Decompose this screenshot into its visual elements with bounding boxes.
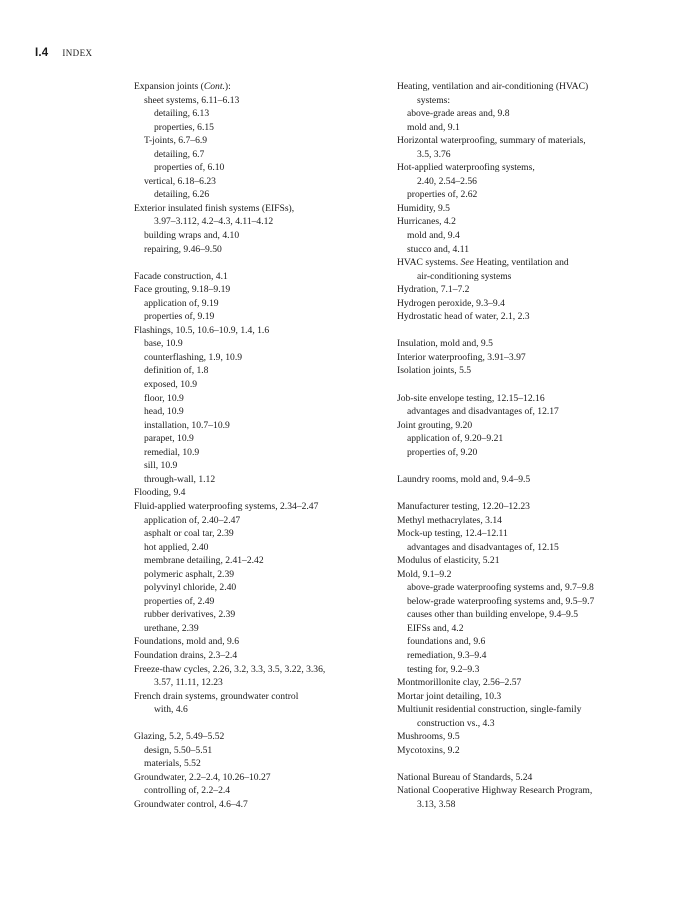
entry-text: sill, 10.9 <box>144 460 178 472</box>
entry-text: head, 10.9 <box>144 406 184 418</box>
index-column-left <box>134 80 386 812</box>
index-entry <box>134 270 386 284</box>
entry-text: T-joints, 6.7–6.9 <box>144 135 208 147</box>
running-head-title: INDEX <box>62 48 93 58</box>
index-subentry <box>397 635 637 649</box>
entry-text: materials, 5.52 <box>144 758 201 770</box>
index-subentry <box>397 188 637 202</box>
index-subentry <box>134 243 386 257</box>
entry-text: stucco and, 4.11 <box>407 243 469 255</box>
entry-continuation: 2.40, 2.54–2.56 <box>417 175 477 187</box>
index-entry <box>397 337 637 351</box>
entry-text: rubber derivatives, 2.39 <box>144 609 236 621</box>
index-subsubentry <box>134 148 386 162</box>
entry-text: Groundwater, 2.2–2.4, 10.26–10.27 <box>134 771 271 783</box>
entry-text: parapet, 10.9 <box>144 433 194 445</box>
index-subentry <box>397 229 637 243</box>
index-subentry <box>397 107 637 121</box>
entry-text: mold and, 9.4 <box>407 230 460 242</box>
index-subentry <box>134 744 386 758</box>
entry-text: Mock-up testing, 12.4–12.11 <box>397 528 508 540</box>
index-subentry <box>397 608 637 622</box>
entry-text: vertical, 6.18–6.23 <box>144 175 216 187</box>
index-subentry <box>134 581 386 595</box>
entry-text: definition of, 1.8 <box>144 365 209 377</box>
entry-text: hot applied, 2.40 <box>144 541 209 553</box>
entry-text: detailing, 6.7 <box>154 148 205 160</box>
index-entry <box>397 568 637 582</box>
entry-text: Methyl methacrylates, 3.14 <box>397 514 502 526</box>
entry-text: Expansion joints ( <box>134 81 204 92</box>
index-subentry <box>134 473 386 487</box>
index-column-right <box>397 80 637 812</box>
entry-text: application of, 9.20–9.21 <box>407 433 504 445</box>
entry-text: National Cooperative Highway Research Program, <box>397 785 593 797</box>
entry-continuation: 3.13, 3.58 <box>417 798 456 810</box>
entry-text: EIFSs and, 4.2 <box>407 622 464 634</box>
index-subentry <box>134 622 386 636</box>
index-entry <box>397 690 637 704</box>
index-subentry <box>134 595 386 609</box>
entry-continuation: systems: <box>417 94 451 106</box>
index-subentry <box>397 541 637 555</box>
page-number: I.4 <box>35 47 49 59</box>
index-subentry <box>134 351 386 365</box>
entry-text: advantages and disadvantages of, 12.15 <box>407 541 559 553</box>
index-entry <box>134 730 386 744</box>
index-entry <box>397 527 637 541</box>
entry-text: Interior waterproofing, 3.91–3.97 <box>397 351 526 363</box>
entry-text: Job-site envelope testing, 12.15–12.16 <box>397 392 545 404</box>
entry-text: application of, 9.19 <box>144 297 219 309</box>
entry-text: Flashings, 10.5, 10.6–10.9, 1.4, 1.6 <box>134 324 270 336</box>
index-subentry <box>134 541 386 555</box>
entry-text: mold and, 9.1 <box>407 121 460 133</box>
entry-text: Horizontal waterproofing, summary of materials, <box>397 135 586 147</box>
index-entry <box>134 663 386 690</box>
entry-text: Hydrogen peroxide, 9.3–9.4 <box>397 297 505 309</box>
index-entry <box>134 649 386 663</box>
index-subentry <box>134 514 386 528</box>
entry-text: polyvinyl chloride, 2.40 <box>144 582 237 594</box>
entry-text: through-wall, 1.12 <box>144 473 216 485</box>
index-subentry <box>134 175 386 189</box>
index-subentry <box>397 622 637 636</box>
index-subentry <box>397 446 637 460</box>
entry-text: Multiunit residential construction, single-family <box>397 704 582 716</box>
entry-text: properties of, 9.19 <box>144 311 215 323</box>
index-subentry <box>134 757 386 771</box>
entry-text: counterflashing, 1.9, 10.9 <box>144 351 243 363</box>
entry-text: Face grouting, 9.18–9.19 <box>134 284 231 296</box>
index-subentry <box>134 608 386 622</box>
index-entry <box>397 514 637 528</box>
entry-text: Groundwater control, 4.6–4.7 <box>134 798 248 810</box>
entry-text: installation, 10.7–10.9 <box>144 419 230 431</box>
index-entry <box>397 202 637 216</box>
index-entry <box>397 554 637 568</box>
entry-group-spacer <box>134 256 386 270</box>
index-entry <box>397 80 637 107</box>
entry-text: detailing, 6.26 <box>154 189 210 201</box>
entry-continuation: air-conditioning systems <box>417 270 512 282</box>
index-subentry <box>397 595 637 609</box>
entry-text: Modulus of elasticity, 5.21 <box>397 555 500 567</box>
index-subentry <box>134 527 386 541</box>
entry-text: Laundry rooms, mold and, 9.4–9.5 <box>397 473 531 485</box>
index-subentry <box>134 432 386 446</box>
index-subsubentry <box>134 107 386 121</box>
index-subentry <box>134 554 386 568</box>
index-entry <box>134 771 386 785</box>
entry-text: Flooding, 9.4 <box>134 487 186 499</box>
index-entry <box>397 419 637 433</box>
index-entry <box>397 676 637 690</box>
entry-text: Mortar joint detailing, 10.3 <box>397 690 502 702</box>
index-subentry <box>397 432 637 446</box>
entry-text: Hydration, 7.1–7.2 <box>397 284 470 296</box>
entry-text: HVAC systems. <box>397 257 461 269</box>
index-subentry <box>134 134 386 148</box>
entry-continuation: 3.5, 3.76 <box>417 148 451 160</box>
index-subentry <box>397 405 637 419</box>
index-subsubentry <box>134 188 386 202</box>
entry-text: Mold, 9.1–9.2 <box>397 568 452 580</box>
entry-text: base, 10.9 <box>144 338 183 350</box>
index-subentry <box>397 243 637 257</box>
entry-text: Fluid-applied waterproofing systems, 2.34–2.47 <box>134 500 319 512</box>
index-subsubentry <box>134 161 386 175</box>
entry-text: sheet systems, 6.11–6.13 <box>144 94 240 106</box>
entry-text: Heating, ventilation and air-conditioning (HVAC) <box>397 81 589 92</box>
entry-text: Facade construction, 4.1 <box>134 270 228 282</box>
index-subentry <box>134 568 386 582</box>
index-subentry <box>134 378 386 392</box>
index-subentry <box>134 337 386 351</box>
entry-text: design, 5.50–5.51 <box>144 744 213 756</box>
entry-text: asphalt or coal tar, 2.39 <box>144 528 234 540</box>
index-entry <box>134 635 386 649</box>
index-subentry <box>134 446 386 460</box>
entry-text: properties of, 2.49 <box>144 595 215 607</box>
entry-continuation: with, 4.6 <box>154 704 188 716</box>
index-subentry <box>134 405 386 419</box>
entry-text: foundations and, 9.6 <box>407 636 486 648</box>
index-entry <box>397 730 637 744</box>
entry-text: Mushrooms, 9.5 <box>397 731 460 743</box>
index-entry <box>397 771 637 785</box>
entry-text: Foundations, mold and, 9.6 <box>134 636 239 648</box>
index-entry <box>397 215 637 229</box>
entry-group-spacer <box>397 378 637 392</box>
entry-group-spacer <box>397 757 637 771</box>
entry-text-after: ): <box>224 81 231 92</box>
index-subentry <box>134 94 386 108</box>
entry-text: remediation, 9.3–9.4 <box>407 649 487 661</box>
entry-text: detailing, 6.13 <box>154 108 210 120</box>
index-entry <box>397 134 637 161</box>
entry-text: Freeze-thaw cycles, 2.26, 3.2, 3.3, 3.5, 3.22, 3.36, <box>134 663 326 675</box>
index-entry <box>397 256 637 283</box>
index-subentry <box>134 392 386 406</box>
entry-text: urethane, 2.39 <box>144 622 199 634</box>
index-entry <box>134 798 386 812</box>
entry-text: advantages and disadvantages of, 12.17 <box>407 406 559 418</box>
index-entry <box>397 500 637 514</box>
entry-text: Hurricanes, 4.2 <box>397 216 456 228</box>
entry-italic-text: Cont. <box>203 81 225 92</box>
index-entry <box>397 161 637 188</box>
entry-group-spacer <box>397 324 637 338</box>
entry-text: properties of, 9.20 <box>407 446 478 458</box>
index-subentry <box>397 121 637 135</box>
entry-text: application of, 2.40–2.47 <box>144 514 241 526</box>
entry-text: properties of, 2.62 <box>407 189 478 201</box>
page-header <box>35 47 92 61</box>
entry-text: repairing, 9.46–9.50 <box>144 243 222 255</box>
entry-group-spacer <box>134 717 386 731</box>
entry-text: Hot-applied waterproofing systems, <box>397 162 535 174</box>
entry-text: Hydrostatic head of water, 2.1, 2.3 <box>397 311 530 323</box>
entry-text: Joint grouting, 9.20 <box>397 419 473 431</box>
index-entry <box>134 283 386 297</box>
index-subentry <box>134 419 386 433</box>
index-entry <box>397 364 637 378</box>
entry-text: membrane detailing, 2.41–2.42 <box>144 555 264 567</box>
index-entry <box>134 500 386 514</box>
entry-text: Insulation, mold and, 9.5 <box>397 338 493 350</box>
index-entry <box>134 80 386 94</box>
index-entry <box>397 310 637 324</box>
entry-text-after: Heating, ventilation and <box>473 257 569 269</box>
entry-text: Exterior insulated finish systems (EIFSs), <box>134 202 295 214</box>
index-entry <box>397 473 637 487</box>
entry-text: above-grade areas and, 9.8 <box>407 108 510 120</box>
entry-text: floor, 10.9 <box>144 392 184 404</box>
entry-text: testing for, 9.2–9.3 <box>407 663 480 675</box>
entry-text: polymeric asphalt, 2.39 <box>144 568 235 580</box>
index-entry <box>397 744 637 758</box>
entry-text: French drain systems, groundwater control <box>134 690 299 702</box>
entry-group-spacer <box>397 459 637 473</box>
index-entry <box>134 690 386 717</box>
entry-text: Isolation joints, 5.5 <box>397 365 472 377</box>
index-entry <box>134 202 386 229</box>
entry-text: Manufacturer testing, 12.20–12.23 <box>397 500 530 512</box>
entry-text: Foundation drains, 2.3–2.4 <box>134 649 238 661</box>
entry-group-spacer <box>397 486 637 500</box>
entry-text: Mycotoxins, 9.2 <box>397 744 460 756</box>
entry-text: above-grade waterproofing systems and, 9.7–9.8 <box>407 582 594 594</box>
index-entry <box>397 283 637 297</box>
entry-text: Montmorillonite clay, 2.56–2.57 <box>397 677 522 689</box>
index-subentry <box>134 297 386 311</box>
index-entry <box>397 392 637 406</box>
entry-continuation: 3.57, 11.11, 12.23 <box>154 677 223 689</box>
entry-text: National Bureau of Standards, 5.24 <box>397 771 533 783</box>
index-entry <box>397 351 637 365</box>
index-entry <box>397 703 637 730</box>
entry-text: Glazing, 5.2, 5.49–5.52 <box>134 731 225 743</box>
index-entry <box>397 297 637 311</box>
index-subentry <box>134 784 386 798</box>
index-subentry <box>397 581 637 595</box>
index-entry <box>134 486 386 500</box>
entry-text: remedial, 10.9 <box>144 446 200 458</box>
index-entry <box>134 324 386 338</box>
entry-continuation: construction vs., 4.3 <box>417 717 495 729</box>
index-entry <box>397 784 637 811</box>
entry-italic-text: See <box>460 257 474 269</box>
entry-text: exposed, 10.9 <box>144 379 198 391</box>
entry-text: Humidity, 9.5 <box>397 202 450 214</box>
entry-text: building wraps and, 4.10 <box>144 230 240 242</box>
entry-text: properties of, 6.10 <box>154 162 225 174</box>
index-subentry <box>397 649 637 663</box>
entry-text: causes other than building envelope, 9.4–9.5 <box>407 609 579 621</box>
entry-text: below-grade waterproofing systems and, 9.5–9.7 <box>407 595 595 607</box>
index-subentry <box>134 459 386 473</box>
index-subentry <box>397 663 637 677</box>
index-subentry <box>134 364 386 378</box>
entry-text: controlling of, 2.2–2.4 <box>144 785 231 797</box>
entry-continuation: 3.97–3.112, 4.2–4.3, 4.11–4.12 <box>154 216 274 228</box>
index-subentry <box>134 229 386 243</box>
index-subentry <box>134 310 386 324</box>
entry-text: properties, 6.15 <box>154 121 214 133</box>
index-subsubentry <box>134 121 386 135</box>
